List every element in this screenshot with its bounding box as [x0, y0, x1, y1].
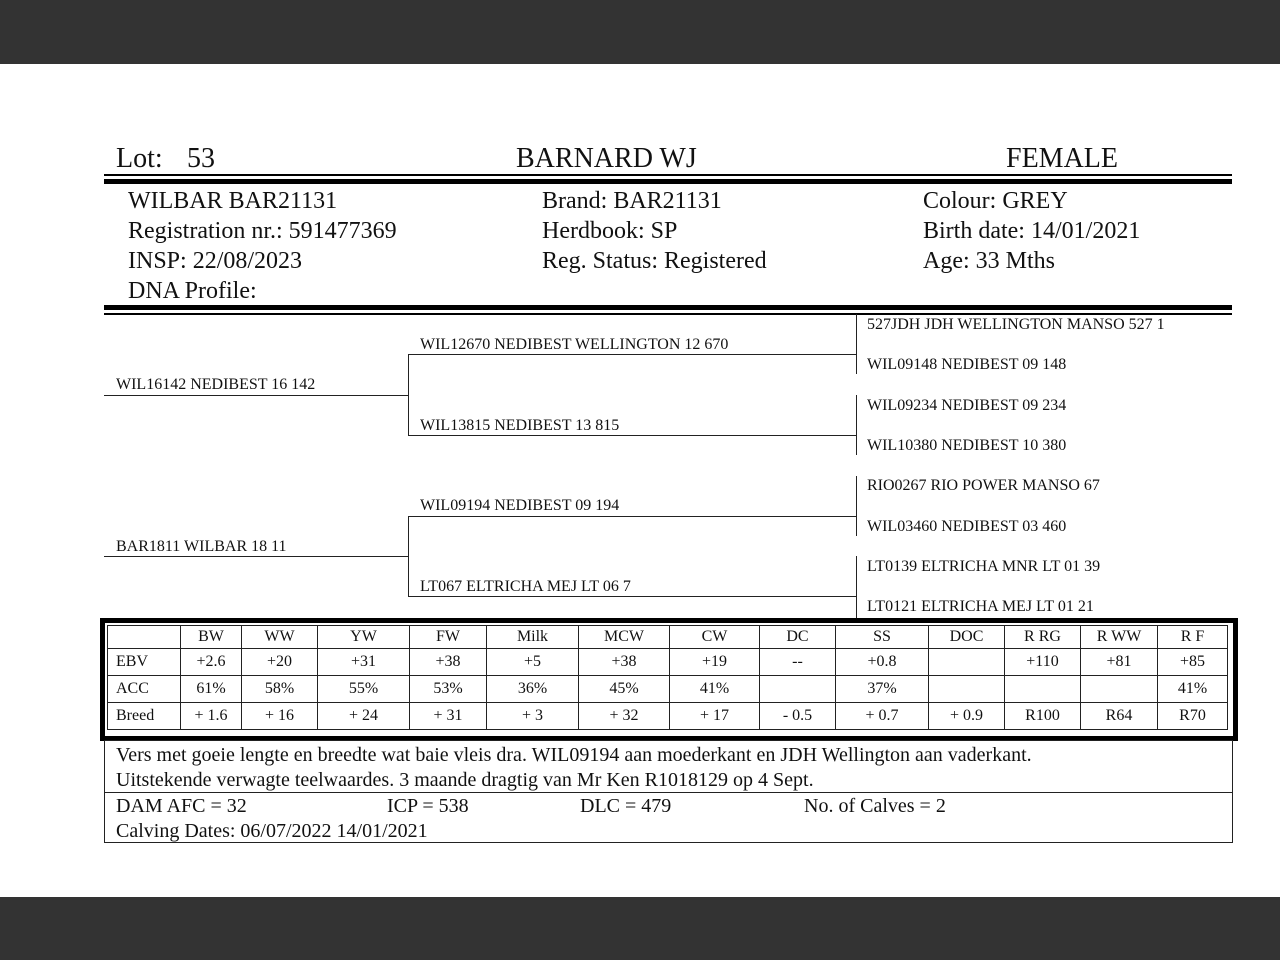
col-header: R F: [1158, 626, 1228, 649]
table-cell: [1005, 676, 1081, 703]
table-cell: +19: [670, 649, 760, 676]
col-header: YW: [318, 626, 410, 649]
col-header: CW: [670, 626, 760, 649]
table-cell: +5: [487, 649, 579, 676]
dam-stats-box: [104, 792, 1233, 843]
acc-row: [108, 676, 1228, 703]
table-cell: 41%: [1158, 676, 1228, 703]
icp: ICP = 538: [387, 795, 469, 817]
table-cell: +85: [1158, 649, 1228, 676]
row-label: Breed: [108, 703, 181, 730]
sire: WIL16142 NEDIBEST 16 142: [116, 376, 316, 393]
ggp-6: WIL03460 NEDIBEST 03 460: [867, 518, 1067, 535]
table-cell: +0.8: [836, 649, 929, 676]
sire-sire-line: [408, 354, 856, 355]
table-cell: [929, 676, 1005, 703]
ebv-header-row: [108, 626, 1228, 649]
ggp-bracket-4: [856, 556, 857, 618]
herdbook: Herdbook: SP: [542, 218, 678, 244]
ggp-2: WIL09148 NEDIBEST 09 148: [867, 356, 1067, 373]
table-cell: +20: [242, 649, 318, 676]
calving-dates: Calving Dates: 06/07/2022 14/01/2021: [116, 820, 428, 842]
age: Age: 33 Mths: [923, 248, 1055, 274]
table-cell: 61%: [181, 676, 242, 703]
table-cell: 45%: [579, 676, 670, 703]
table-cell: - 0.5: [760, 703, 836, 730]
header-rule-thin: [104, 174, 1232, 176]
ggp-5: RIO0267 RIO POWER MANSO 67: [867, 477, 1100, 494]
info-rule-thick: [104, 305, 1232, 310]
table-cell: +81: [1081, 649, 1158, 676]
breed-row: [108, 703, 1228, 730]
table-cell: [760, 676, 836, 703]
header-rule-thick: [104, 179, 1232, 184]
colour: Colour: GREY: [923, 188, 1068, 214]
table-cell: [1081, 676, 1158, 703]
table-cell: + 1.6: [181, 703, 242, 730]
ggp-bracket-2: [856, 395, 857, 455]
birth-date: Birth date: 14/01/2021: [923, 218, 1141, 244]
ggp-bracket-1: [856, 314, 857, 374]
table-cell: + 16: [242, 703, 318, 730]
comments-box: [104, 740, 1233, 793]
table-cell: +31: [318, 649, 410, 676]
lot-number: 53: [187, 143, 215, 174]
sire-line: [104, 395, 409, 396]
dlc: DLC = 479: [580, 795, 672, 817]
dam-dam-line: [408, 596, 856, 597]
table-cell: +2.6: [181, 649, 242, 676]
dam-line: [104, 556, 409, 557]
col-header: BW: [181, 626, 242, 649]
dna-profile: DNA Profile:: [128, 278, 257, 304]
dam-sire-line: [408, 516, 856, 517]
table-cell: 58%: [242, 676, 318, 703]
ggp-7: LT0139 ELTRICHA MNR LT 01 39: [867, 558, 1101, 575]
registration-number: Registration nr.: 591477369: [128, 218, 397, 244]
animal-info-col3: [923, 186, 1140, 276]
ggp-bracket-3: [856, 476, 857, 536]
table-cell: R70: [1158, 703, 1228, 730]
breeder-name: BARNARD WJ: [516, 143, 697, 174]
dam-bracket: [408, 516, 409, 597]
bottom-letterbox-bar: [0, 897, 1280, 960]
col-header: FW: [410, 626, 487, 649]
table-cell: --: [760, 649, 836, 676]
sire-dam-line: [408, 435, 856, 436]
animal-info-col1: [128, 186, 397, 306]
table-cell: + 31: [410, 703, 487, 730]
insp-date: INSP: 22/08/2023: [128, 248, 303, 274]
sex: FEMALE: [1006, 143, 1118, 174]
ebv-row: [108, 649, 1228, 676]
animal-info-col2: [542, 186, 767, 276]
ebv-table: [107, 625, 1228, 730]
table-cell: + 24: [318, 703, 410, 730]
col-header: WW: [242, 626, 318, 649]
top-letterbox-bar: [0, 0, 1280, 64]
col-header: R RG: [1005, 626, 1081, 649]
table-cell: + 17: [670, 703, 760, 730]
ggp-1: 527JDH JDH WELLINGTON MANSO 527 1: [867, 316, 1165, 333]
table-cell: +38: [579, 649, 670, 676]
row-label: EBV: [108, 649, 181, 676]
table-cell: + 32: [579, 703, 670, 730]
table-cell: 55%: [318, 676, 410, 703]
table-cell: 37%: [836, 676, 929, 703]
brand: Brand: BAR21131: [542, 188, 722, 214]
dam-sire: WIL09194 NEDIBEST 09 194: [420, 497, 620, 514]
dam: BAR1811 WILBAR 18 11: [116, 538, 287, 555]
col-header: [108, 626, 181, 649]
lot-label: Lot:: [116, 143, 163, 174]
sire-sire: WIL12670 NEDIBEST WELLINGTON 12 670: [420, 336, 729, 353]
table-cell: + 3: [487, 703, 579, 730]
animal-name: WILBAR BAR21131: [128, 188, 338, 214]
comment-line-2: Uitstekende verwagte teelwaardes. 3 maande dragtig van Mr Ken R1018129 op 4 Sept.: [116, 769, 814, 791]
info-rule-thin: [104, 313, 1232, 315]
number-of-calves: No. of Calves = 2: [804, 795, 946, 817]
ggp-3: WIL09234 NEDIBEST 09 234: [867, 397, 1067, 414]
table-cell: [929, 649, 1005, 676]
table-cell: R64: [1081, 703, 1158, 730]
col-header: R WW: [1081, 626, 1158, 649]
table-cell: 41%: [670, 676, 760, 703]
col-header: SS: [836, 626, 929, 649]
row-label: ACC: [108, 676, 181, 703]
table-cell: +38: [410, 649, 487, 676]
sire-bracket: [408, 354, 409, 436]
col-header: DOC: [929, 626, 1005, 649]
comment-line-1: Vers met goeie lengte en breedte wat baie vleis dra. WIL09194 aan moederkant en JDH Wellington aan vaderkant.: [116, 744, 1032, 766]
table-cell: + 0.7: [836, 703, 929, 730]
dam-afc: DAM AFC = 32: [116, 795, 247, 817]
table-cell: 36%: [487, 676, 579, 703]
table-cell: R100: [1005, 703, 1081, 730]
dam-dam: LT067 ELTRICHA MEJ LT 06 7: [420, 578, 631, 595]
table-cell: +110: [1005, 649, 1081, 676]
ggp-8: LT0121 ELTRICHA MEJ LT 01 21: [867, 598, 1094, 615]
ggp-4: WIL10380 NEDIBEST 10 380: [867, 437, 1067, 454]
table-cell: 53%: [410, 676, 487, 703]
table-cell: + 0.9: [929, 703, 1005, 730]
col-header: Milk: [487, 626, 579, 649]
col-header: DC: [760, 626, 836, 649]
col-header: MCW: [579, 626, 670, 649]
reg-status: Reg. Status: Registered: [542, 248, 767, 274]
sire-dam: WIL13815 NEDIBEST 13 815: [420, 417, 620, 434]
